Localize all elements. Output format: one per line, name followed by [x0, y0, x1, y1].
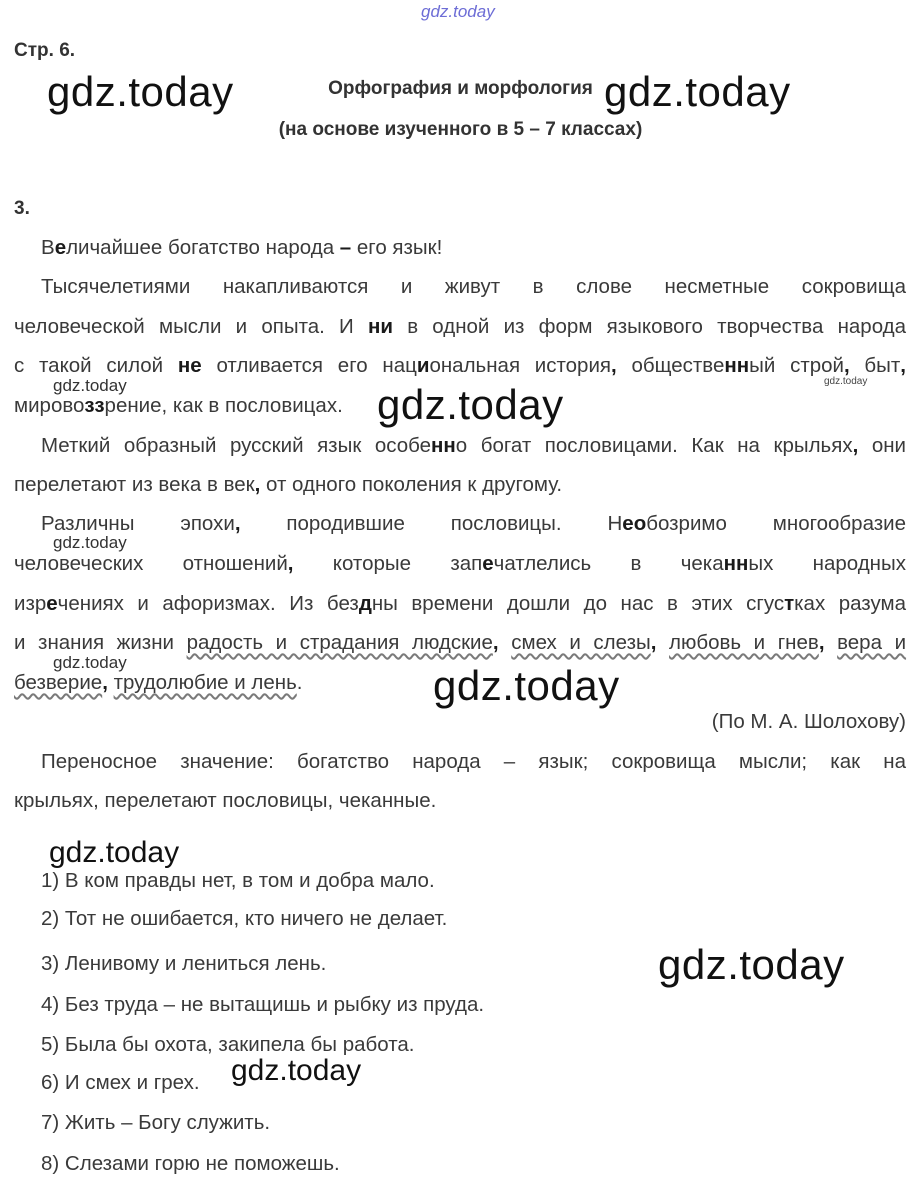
page-label: Стр. 6. — [14, 40, 76, 61]
proverb-2: 2) Тот не ошибается, кто ничего не делает. — [41, 907, 448, 930]
text-line-1: Величайшее богатство народа – его язык! — [41, 236, 443, 259]
watermark: gdz.today — [53, 376, 127, 395]
watermark: gdz.today — [53, 653, 127, 672]
proverb-8: 8) Слезами горю не поможешь. — [41, 1152, 340, 1175]
proverb-1: 1) В ком правды нет, в том и добра мало. — [41, 869, 435, 892]
watermark: gdz.today — [658, 941, 845, 988]
text-line-12: безверие, трудолюбие и лень. — [14, 671, 303, 694]
watermark: gdz.today — [433, 662, 620, 709]
figurative-line-1: Переносное значение: богатство народа – язык; сокровища мысли; как на — [41, 750, 906, 773]
heading-title: Орфография и морфология — [328, 78, 593, 99]
heading-subtitle: (на основе изученного в 5 – 7 классах) — [278, 119, 643, 140]
text-line-9: человеческих отношений, которые запечатлелись в чеканных народных — [14, 552, 906, 575]
figurative-line-2: крыльях, перелетают пословицы, чеканные. — [14, 789, 437, 812]
watermark: gdz.today — [53, 533, 127, 552]
watermark: gdz.today — [231, 1054, 362, 1087]
proverb-6: 6) И смех и грех. — [41, 1071, 200, 1094]
task-number: 3. — [14, 198, 30, 219]
text-line-8: Различны эпохи, породившие пословицы. Необозримо многообразие — [41, 512, 906, 535]
text-line-4: с такой силой не отливается его национальная история, общественный строй, быт, — [14, 354, 906, 377]
text-line-11: и знания жизни радость и страдания людские, смех и слезы, любовь и гнев, вера и — [14, 631, 907, 654]
text-line-10: изречениях и афоризмах. Из бездны времени дошли до нас в этих сгустках разума — [14, 592, 906, 615]
watermark: gdz.today — [377, 381, 564, 428]
watermark: gdz.today — [604, 68, 791, 115]
text-line-6: Меткий образный русский язык особенно богат пословицами. Как на крыльях, они — [41, 434, 906, 457]
proverb-3: 3) Ленивому и лениться лень. — [41, 952, 327, 975]
watermark-top: gdz.today — [421, 2, 495, 21]
source-attribution: (По М. А. Шолохову) — [711, 710, 906, 733]
text-line-3: человеческой мысли и опыта. И ни в одной из форм языкового творчества народа — [14, 315, 907, 338]
watermark: gdz.today — [49, 836, 180, 869]
text-line-2: Тысячелетиями накапливаются и живут в слове несметные сокровища — [41, 275, 906, 298]
text-line-7: перелетают из века в век, от одного поколения к другому. — [14, 473, 563, 496]
proverb-5: 5) Была бы охота, закипела бы работа. — [41, 1033, 415, 1056]
proverb-4: 4) Без труда – не вытащишь и рыбку из пруда. — [41, 993, 485, 1016]
text-line-5: мировоззрение, как в пословицах. — [14, 394, 343, 417]
watermark: gdz.today — [47, 68, 234, 115]
watermark: gdz.today — [824, 376, 868, 387]
proverb-7: 7) Жить – Богу служить. — [41, 1111, 271, 1134]
